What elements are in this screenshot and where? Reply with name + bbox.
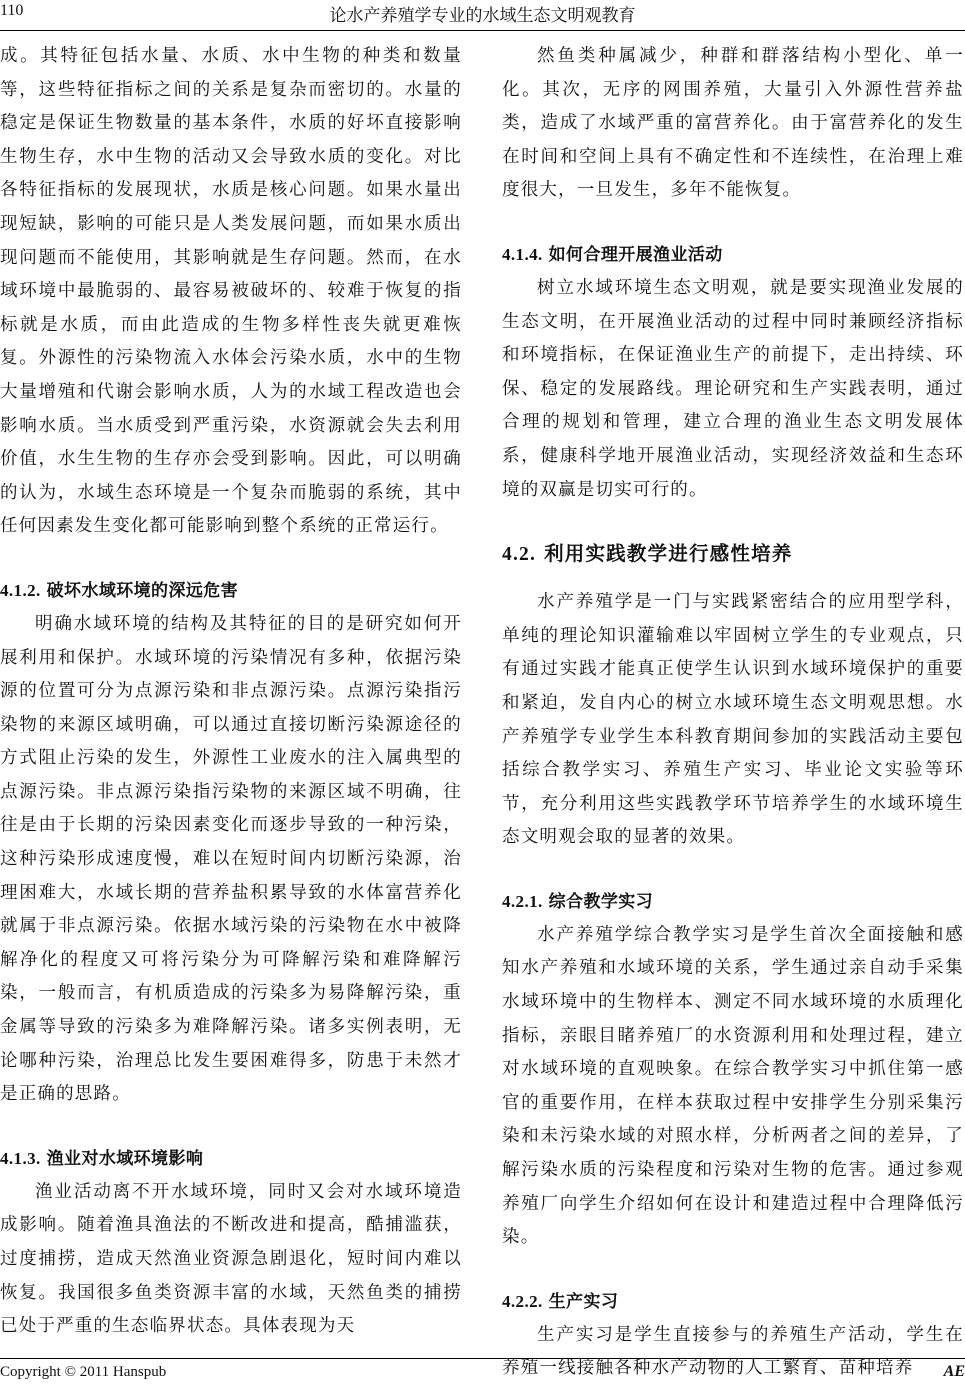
right-column xyxy=(502,40,964,1386)
page-number: 110 xyxy=(0,2,24,19)
section-heading-4-2-1 xyxy=(502,887,964,917)
section-number: 4.2.2. xyxy=(502,1291,543,1311)
copyright-notice: Copyright © 2011 Hanspub xyxy=(0,1364,167,1380)
section-number: 4.2.1. xyxy=(502,891,543,911)
section-heading-4-1-3 xyxy=(0,1144,462,1174)
section-number: 4.1.2. xyxy=(0,580,41,600)
section-heading-4-2 xyxy=(502,537,964,572)
section-number: 4.1.3. xyxy=(0,1148,41,1168)
section-title: 生产实习 xyxy=(548,1291,619,1312)
section-title: 渔业对水域环境影响 xyxy=(46,1148,204,1169)
section-paragraph-4-1-2: 明确水域环境的结构及其特征的目的是研究如何开展利用和保护。水域环境的污染情况有多种，依据污染源的位置可分为点源污染和非点源污染。点源污染指污染物的来源区域明确，可以通过直接切断污染源途径的方式阻止污染的发生，外源性工业废水的注入属典型的点源污染。非点源污染指污染物的来源区域不明确，往往是由于长期的污染因素变化而逐步导致的一种污染，这种污染形成速度慢，难以在短时间内切断污染源，治理困难大，水域长期的营养盐积累导致的水体富营养化就属于非点源污染。依据水域污染的污染物在水中被降解净化的程度又可将污染分为可降解污染和难降解污染，一般而言，有机质造成的污染多为易降解污染，重金属等导致的污染多为难降解污染。诸多实例表明，无论哪种污染，治理总比发生要困难得多，防患于未然才是正确的思路。 xyxy=(0,613,462,1105)
section-paragraph-4-2: 水产养殖学是一门与实践紧密结合的应用型学科，单纯的理论知识灌输难以牢固树立学生的专业观点，只有通过实践才能真正使学生认识到水域环境保护的重要和紧迫，发自内心的树立水域环境生态文明观思想。水产养殖学专业学生本科教育期间参加的实践活动主要包括综合教学实习、养殖生产实习、毕业论文实验等环节，充分利用这些实践教学环节培养学生的水域环境生态文明观会取的显著的效果。 xyxy=(502,592,964,848)
section-paragraph-4-2-1: 水产养殖学综合教学实习是学生首次全面接触和感知水产养殖和水域环境的关系，学生通过亲自动手采集水域环境中的生物样本、测定不同水域环境的水质理化指标，亲眼目睹养殖厂的水资源利用和处理过程，建立对水域环境的直观映象。在综合教学实习中抓住第一感官的重要作用，在样本获取过程中安排学生分别采集污染和未污染水域的对照水样，分析两者之间的差异，了解污染水质的污染程度和污染对生物的危害。通过参观养殖厂向学生介绍如何在设计和建造过程中合理降低污染。 xyxy=(502,924,964,1248)
section-heading-4-2-2 xyxy=(502,1287,964,1317)
page-footer xyxy=(0,1358,965,1387)
continuation-paragraph: 然鱼类种属减少，种群和群落结构小型化、单一化。其次，无序的网围养殖，大量引入外源性营养盐类，造成了水域严重的富营养化。由于富营养化的发生在时间和空间上具有不确定性和不连续性，在治理上难度很大，一旦发生，多年不能恢复。 xyxy=(502,46,964,201)
section-title: 综合教学实习 xyxy=(548,891,654,912)
section-title: 破坏水域环境的深远危害 xyxy=(46,580,239,601)
section-paragraph-4-1-3: 渔业活动离不开水域环境，同时又会对水域环境造成影响。随着渔具渔法的不断改进和提高，酷捕滥获，过度捕捞，造成天然渔业资源急剧退化，短时间内难以恢复。我国很多鱼类资源丰富的水域，天然鱼类的捕捞已处于严重的生态临界状态。具体表现为天 xyxy=(0,1181,462,1337)
journal-abbreviation: AE xyxy=(943,1363,965,1380)
section-title: 如何合理开展渔业活动 xyxy=(548,244,723,265)
section-title: 利用实践教学进行感性培养 xyxy=(544,542,793,566)
left-column xyxy=(0,40,462,1344)
intro-paragraph: 成。其特征包括水量、水质、水中生物的种类和数量等，这些特征指标之间的关系是复杂而密切的。水量的稳定是保证生物数量的基本条件，水质的好坏直接影响生物生存，水中生物的活动又会导致水质的变化。对比各特征指标的发展现状，水质是核心问题。如果水量出现短缺，影响的可能只是人类发展问题，而如果水质出现问题而不能使用，其影响就是生存问题。然而，在水域环境中最脆弱的、最容易被破坏的、较难于恢复的指标就是水质，而由此造成的生物多样性丧失就更难恢复。外源性的污染物流入水体会污染水质，水中的生物大量增殖和代谢会影响水质，人为的水域工程改造也会影响水质。当水质受到严重污染，水资源就会失去利用价值，水生生物的生存亦会受到影响。因此，可以明确的认为，水域生态环境是一个复杂而脆弱的系统，其中任何因素发生变化都可能影响到整个系统的正常运行。 xyxy=(0,46,462,537)
section-heading-4-1-2 xyxy=(0,576,462,606)
section-number: 4.2. xyxy=(502,544,537,566)
section-heading-4-1-4 xyxy=(502,240,964,270)
section-paragraph-4-1-4: 树立水域环境生态文明观，就是要实现渔业发展的生态文明，在开展渔业活动的过程中同时兼顾经济指标和环境指标，在保证渔业生产的前提下，走出持续、环保、稳定的发展路线。理论研究和生产实践表明，通过合理的规划和管理，建立合理的渔业生态文明发展体系，健康科学地开展渔业活动，实现经济效益和生态环境的双赢是切实可行的。 xyxy=(502,277,964,500)
page-header xyxy=(0,0,965,31)
running-title: 论水产养殖学专业的水域生态文明观教育 xyxy=(329,6,636,26)
section-paragraph-4-2-2: 生产实习是学生直接参与的养殖生产活动，学生在养殖一线接触各种水产动物的人工繁育、苗种培养 xyxy=(502,1324,964,1379)
section-number: 4.1.4. xyxy=(502,244,543,264)
